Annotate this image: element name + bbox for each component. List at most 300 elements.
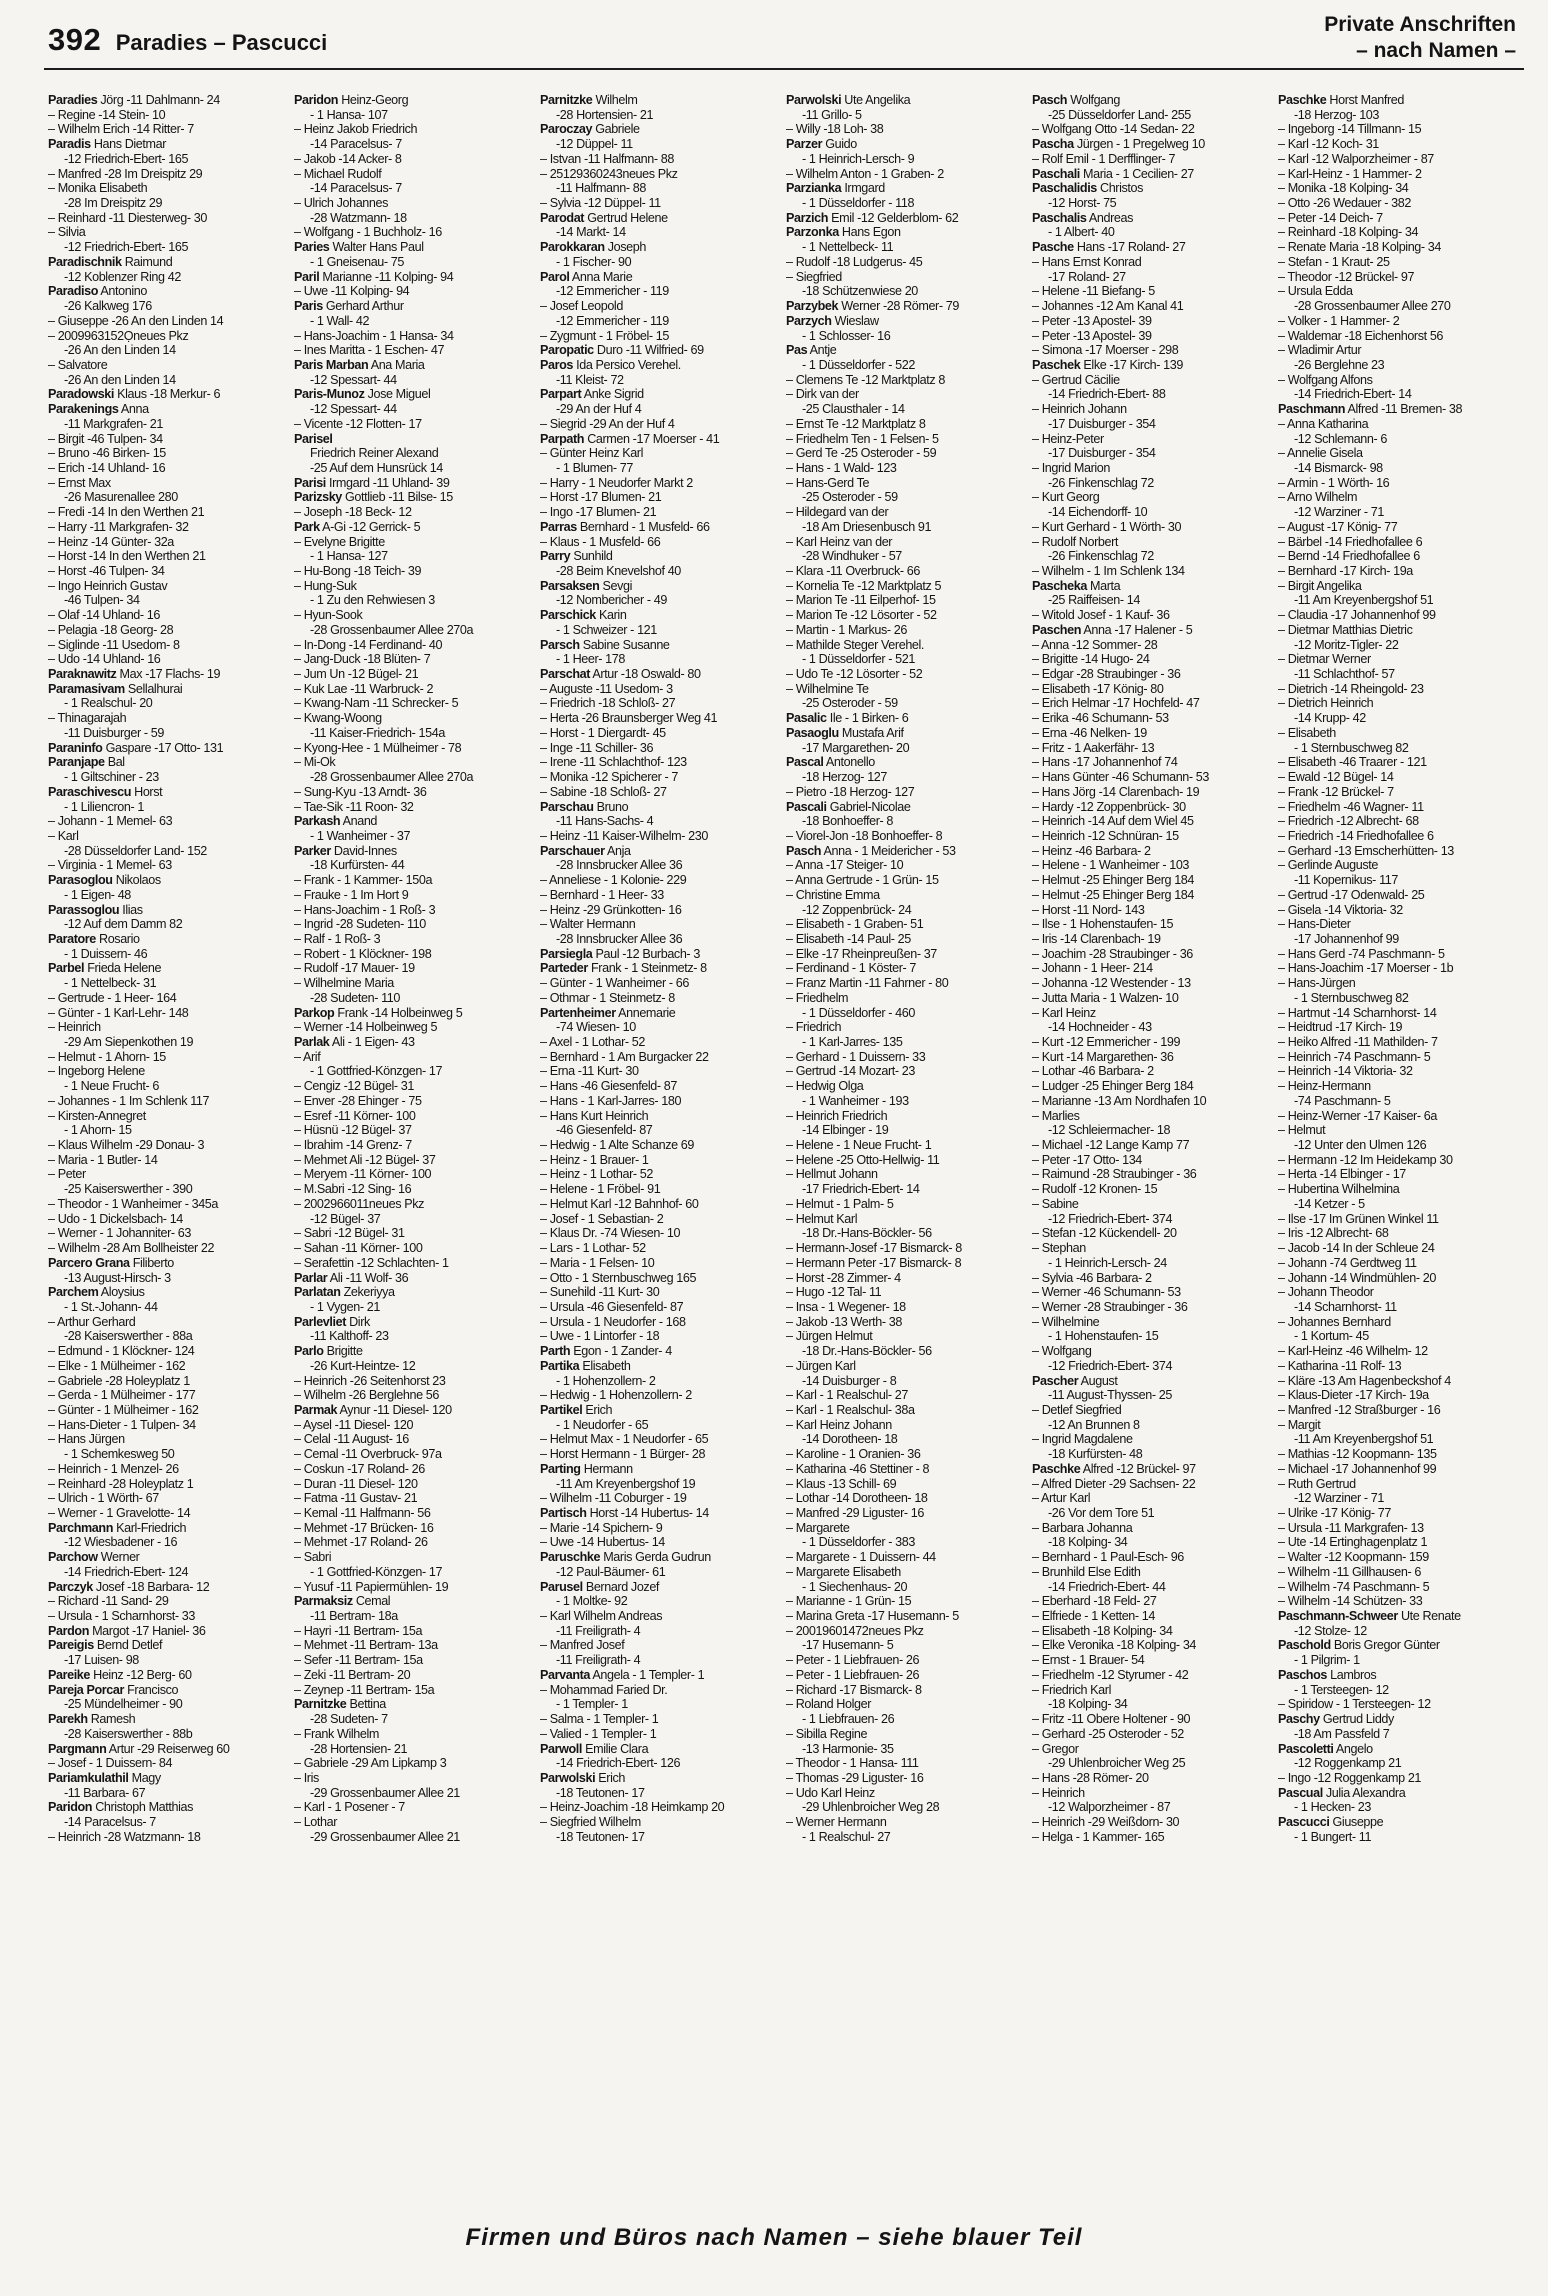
surname: Paris-Munoz bbox=[294, 387, 365, 402]
surname: Parnitzke bbox=[294, 1697, 347, 1712]
directory-entry-line: – Friedrich bbox=[786, 1020, 842, 1035]
directory-entry-line: – Kwang-Woong bbox=[294, 711, 382, 726]
surname: Parschauer bbox=[540, 843, 605, 858]
directory-entry-line: – Ute -14 Ertinghagenplatz 1 bbox=[1278, 1535, 1428, 1550]
directory-entry-line: -18 Bonhoeffer- 8 bbox=[802, 814, 893, 829]
directory-entry-line: Parmak Aynur -11 Diesel- 120 bbox=[294, 1402, 452, 1417]
directory-entry-line: -26 An den Linden 14 bbox=[64, 343, 176, 358]
directory-entry-line: – Kurt -12 Emmericher - 199 bbox=[1032, 1035, 1181, 1049]
surname: Parakenings bbox=[48, 402, 119, 417]
directory-entry-line: -18 Kolping- 34 bbox=[1048, 1535, 1128, 1550]
directory-entry-line: -11 Barbara- 67 bbox=[64, 1785, 146, 1800]
directory-entry-line: – Monika -18 Kolping- 34 bbox=[1278, 181, 1409, 196]
directory-entry-line: Paschalis Andreas bbox=[1032, 210, 1134, 225]
surname: Paraninfo bbox=[48, 740, 103, 755]
directory-entry-line: Parteder Frank - 1 Steinmetz- 8 bbox=[540, 961, 707, 976]
directory-entry-line: – Duran -11 Diesel- 120 bbox=[294, 1476, 418, 1491]
directory-entry-line: -11 Kalthoff- 23 bbox=[310, 1329, 389, 1344]
surname: Parusel bbox=[540, 1579, 583, 1594]
directory-entry-line: – Bruno -46 Birken- 15 bbox=[48, 446, 166, 461]
directory-entry-line: - 1 Liliencron- 1 bbox=[64, 799, 144, 814]
directory-entry-line: -25 Auf dem Hunsrück 14 bbox=[310, 460, 443, 475]
directory-entry-line: -12 Schleiermacher- 18 bbox=[1048, 1123, 1171, 1138]
directory-entry-line: – Erna -11 Kurt- 30 bbox=[540, 1064, 639, 1079]
directory-entry-line: – Willy -18 Loh- 38 bbox=[786, 122, 884, 137]
directory-entry-line: – Ewald -12 Bügel- 14 bbox=[1278, 770, 1394, 785]
directory-entry-line: – Ingrid Magdalene bbox=[1032, 1432, 1133, 1447]
directory-entry-line: – Karl-Heinz -46 Wilhelm- 12 bbox=[1278, 1344, 1428, 1359]
surname: Paridon bbox=[48, 1800, 93, 1815]
directory-entry-line: Parschauer Anja bbox=[540, 843, 631, 858]
directory-entry-line: -28 Kaiserswerther - 88b bbox=[64, 1726, 193, 1741]
directory-entry-line: – In-Dong -14 Ferdinand- 40 bbox=[294, 637, 443, 652]
directory-entry-line: -14 Eichendorff- 10 bbox=[1048, 505, 1148, 520]
directory-entry-line: – Hans - 1 Karl-Jarres- 180 bbox=[540, 1093, 682, 1108]
directory-entry-line: – Frauke - 1 Im Hort 9 bbox=[294, 887, 409, 902]
directory-entry-line: – Helene - 1 Wanheimer - 103 bbox=[1032, 858, 1190, 873]
directory-entry-line: – Wilhelmine bbox=[1032, 1314, 1100, 1329]
directory-entry-line: – Hardy -12 Zoppenbrück- 30 bbox=[1032, 799, 1186, 814]
surname: Parzych bbox=[786, 313, 832, 328]
directory-entry-line: – Elisabeth - 1 Graben- 51 bbox=[786, 917, 924, 932]
directory-entry-line: – Kurt -14 Margarethen- 36 bbox=[1032, 1049, 1174, 1064]
directory-entry-line: -26 An den Linden 14 bbox=[64, 372, 176, 387]
directory-entry-line: – Hans-Dieter bbox=[1278, 917, 1351, 932]
directory-entry-line: – Helmut Karl -12 Bahnhof- 60 bbox=[540, 1196, 699, 1211]
directory-entry-line: - 1 Moltke- 92 bbox=[556, 1594, 628, 1609]
directory-entry-line: Parkash Anand bbox=[294, 814, 378, 829]
directory-entry-line: -26 Berglehne 23 bbox=[1294, 357, 1385, 372]
directory-entry-line: – Rudolf Norbert bbox=[1032, 534, 1118, 549]
directory-entry-line: -17 Duisburger - 354 bbox=[1048, 416, 1156, 431]
directory-entry-line: Parol Anna Marie bbox=[540, 269, 633, 284]
directory-entry-line: – Hans -17 Johannenhof 74 bbox=[1032, 755, 1178, 770]
directory-entry-line: - 1 Vygen- 21 bbox=[310, 1299, 380, 1314]
directory-entry-line: -12 An Brunnen 8 bbox=[1048, 1417, 1140, 1432]
directory-entry-line: -25 Kaiserswerther - 390 bbox=[64, 1182, 193, 1197]
directory-entry-line: – Salvatore bbox=[48, 357, 108, 372]
directory-entry-line: – Helmut -25 Ehinger Berg 184 bbox=[1032, 887, 1195, 902]
directory-entry-line: – Herta -14 Elbinger - 17 bbox=[1278, 1167, 1406, 1182]
surname: Parvanta bbox=[540, 1667, 591, 1682]
directory-entry-line: – Gabriele -28 Holeyplatz 1 bbox=[48, 1373, 190, 1388]
directory-entry-line: Parsch Sabine Susanne bbox=[540, 637, 670, 652]
directory-entry-line: – Hayri -11 Bertram- 15a bbox=[294, 1623, 423, 1638]
directory-entry-line: Parnitzke Wilhelm bbox=[540, 93, 638, 107]
directory-entry-line: – Uwe -11 Kolping- 94 bbox=[294, 284, 410, 299]
surname: Pasalic bbox=[786, 711, 827, 726]
directory-entry-line: – Maria - 1 Felsen- 10 bbox=[540, 1255, 655, 1270]
directory-entry-line: – Marianne - 1 Grün- 15 bbox=[786, 1594, 912, 1609]
surname: Paros bbox=[540, 357, 574, 372]
surname: Pascali bbox=[786, 799, 827, 814]
directory-entry-line: -11 Freiligrath- 4 bbox=[556, 1623, 641, 1638]
directory-entry-line: – Olaf -14 Uhland- 16 bbox=[48, 608, 161, 623]
directory-entry-line: -11 Hans-Sachs- 4 bbox=[556, 814, 654, 829]
directory-entry-line: – Karl Wilhelm Andreas bbox=[540, 1609, 663, 1624]
directory-entry-line: – Helmut Max - 1 Neudorfer - 65 bbox=[540, 1432, 709, 1447]
directory-entry-line: Paris Marban Ana Maria bbox=[294, 357, 425, 372]
directory-entry-line: Paschos Lambros bbox=[1278, 1667, 1377, 1682]
directory-entry-line: -12 Koblenzer Ring 42 bbox=[64, 269, 181, 284]
directory-entry-line: – Helmut -25 Ehinger Berg 184 bbox=[1032, 873, 1195, 888]
directory-entry-line: – Alfred Dieter -29 Sachsen- 22 bbox=[1032, 1476, 1196, 1491]
directory-entry-line: -18 Kolping- 34 bbox=[1048, 1697, 1128, 1712]
directory-entry-line: Pascheka Marta bbox=[1032, 578, 1121, 593]
directory-entry-line: -12 Friedrich-Ebert- 165 bbox=[64, 151, 189, 166]
directory-entry-line: Parnitzke Bettina bbox=[294, 1697, 386, 1712]
directory-entry-line: – Sylvia -12 Düppel- 11 bbox=[540, 196, 661, 211]
directory-entry-line: – Thinagarajah bbox=[48, 711, 127, 726]
directory-entry-line: Park A-Gi -12 Gerrick- 5 bbox=[294, 519, 421, 534]
directory-entry-line: – Esref -11 Körner- 100 bbox=[294, 1108, 416, 1123]
directory-entry-line: – Karl -12 Walporzheimer - 87 bbox=[1278, 151, 1434, 166]
surname: Pargmann bbox=[48, 1741, 107, 1756]
directory-entry-line: – Günter Heinz Karl bbox=[540, 446, 643, 461]
surname: Paridon bbox=[294, 93, 339, 107]
page-number: 392 bbox=[48, 22, 102, 57]
directory-entry-line: – Marlies bbox=[1032, 1108, 1080, 1123]
surname: Partenheimer bbox=[540, 1005, 616, 1020]
directory-entry-line: -11 Schlachthof- 57 bbox=[1294, 667, 1395, 682]
directory-entry-line: – Brunhild Else Edith bbox=[1032, 1564, 1141, 1579]
directory-entry-line: - 1 Bungert- 11 bbox=[1294, 1829, 1372, 1844]
directory-entry-line: – Martin - 1 Markus- 26 bbox=[786, 622, 907, 637]
directory-entry-line: – Theodor - 1 Wanheimer - 345a bbox=[48, 1196, 219, 1211]
directory-entry-line: Parras Bernhard - 1 Musfeld- 66 bbox=[540, 519, 710, 534]
surname: Paradiso bbox=[48, 284, 98, 299]
directory-entry-line: -12 Düppel- 11 bbox=[556, 137, 633, 152]
directory-entry-line: Parizsky Gottlieb -11 Bilse- 15 bbox=[294, 490, 453, 505]
directory-entry-line: Parschick Karin bbox=[540, 608, 627, 623]
directory-entry-line: – Marina Greta -17 Husemann- 5 bbox=[786, 1609, 959, 1624]
directory-entry-line: – Manfred Josef bbox=[540, 1638, 625, 1653]
directory-entry-line: Pasalic Ile - 1 Birken- 6 bbox=[786, 711, 909, 726]
directory-entry-line: – Helmut - 1 Palm- 5 bbox=[786, 1196, 894, 1211]
directory-entry-line: – Monika -12 Spicherer - 7 bbox=[540, 770, 678, 785]
directory-entry-line: Paradiso Antonino bbox=[48, 284, 147, 299]
directory-entry-line: – Wilhelm -11 Gillhausen- 6 bbox=[1278, 1564, 1421, 1579]
surname: Paschek bbox=[1032, 357, 1081, 372]
surname: Paraknawitz bbox=[48, 667, 117, 682]
surname: Paradowski bbox=[48, 387, 114, 402]
directory-entry-line: – Uwe - 1 Lintorfer - 18 bbox=[540, 1329, 660, 1344]
directory-entry-line: Pascali Gabriel-Nicolae bbox=[786, 799, 911, 814]
directory-entry-line: – Hubertina Wilhelmina bbox=[1278, 1182, 1400, 1197]
directory-entry-line: – Reinhard -28 Holeyplatz 1 bbox=[48, 1476, 194, 1491]
directory-entry-line: – Siegrid -29 An der Huf 4 bbox=[540, 416, 675, 431]
directory-entry-line: Paraknawitz Max -17 Flachs- 19 bbox=[48, 667, 221, 682]
surname: Pascucci bbox=[1278, 1815, 1330, 1830]
directory-entry-line: – Friedhelm -46 Wagner- 11 bbox=[1278, 799, 1424, 814]
directory-entry-line: Parzych Wieslaw bbox=[786, 313, 879, 328]
directory-entry-line: – Rolf Emil - 1 Derfflinger- 7 bbox=[1032, 151, 1176, 166]
directory-entry-line: – Silvia bbox=[48, 225, 86, 240]
directory-entry-line: – Kläre -13 Am Hagenbeckshof 4 bbox=[1278, 1373, 1451, 1388]
directory-entry-line: Paraschivescu Horst bbox=[48, 784, 163, 799]
directory-entry-line: -14 Friedrich-Ebert- 88 bbox=[1048, 387, 1166, 402]
directory-entry-line: – Günter - 1 Karl-Lehr- 148 bbox=[48, 1005, 189, 1020]
directory-entry-line: – Ingrid Marion bbox=[1032, 460, 1110, 475]
directory-entry-line: – Mehmet -17 Brücken- 16 bbox=[294, 1520, 434, 1535]
directory-entry-line: - 1 Fischer- 90 bbox=[556, 254, 632, 269]
directory-entry-line: – Monika Elisabeth bbox=[48, 181, 148, 196]
surname: Parschau bbox=[540, 799, 594, 814]
directory-entry-line: -12 Unter den Ulmen 126 bbox=[1294, 1138, 1427, 1153]
directory-entry-line: -11 Freiligrath- 4 bbox=[556, 1653, 641, 1668]
directory-entry-line: – Ingo -17 Blumen- 21 bbox=[540, 505, 657, 520]
directory-entry-line: – Jacob -14 In der Schleue 24 bbox=[1278, 1241, 1435, 1256]
directory-entry-line: -18 Am Driesenbusch 91 bbox=[802, 519, 932, 534]
directory-entry-line: – Wilhelm -11 Coburger - 19 bbox=[540, 1491, 687, 1506]
directory-entry-line: -12 Friedrich-Ebert- 374 bbox=[1048, 1211, 1173, 1226]
directory-entry-line: -14 Krupp- 42 bbox=[1294, 711, 1366, 726]
surname: Pascal bbox=[786, 755, 824, 770]
directory-entry-line: – Hans-Dieter - 1 Tulpen- 34 bbox=[48, 1417, 196, 1432]
directory-entry-line: -28 Innsbrucker Allee 36 bbox=[556, 858, 683, 873]
directory-entry-line: – Jürgen Karl bbox=[786, 1358, 856, 1373]
directory-entry-line: -17 Roland- 27 bbox=[1048, 269, 1126, 284]
directory-entry-line: Pascual Julia Alexandra bbox=[1278, 1785, 1406, 1800]
column-2 bbox=[294, 93, 540, 2213]
directory-entry-line: -12 Friedrich-Ebert- 374 bbox=[1048, 1358, 1173, 1373]
directory-entry-line: – Ferdinand - 1 Köster- 7 bbox=[786, 961, 917, 976]
directory-entry-line: - 1 Sternbuschweg 82 bbox=[1294, 740, 1409, 755]
directory-entry-line: - 1 Pilgrim- 1 bbox=[1294, 1653, 1360, 1668]
directory-entry-line: – Margit bbox=[1278, 1417, 1321, 1432]
directory-entry-line: – Helmut - 1 Ahorn- 15 bbox=[48, 1049, 166, 1064]
directory-entry-line: Partisch Horst -14 Hubertus- 14 bbox=[540, 1506, 709, 1520]
directory-entry-line: -12 Stolze- 12 bbox=[1294, 1623, 1367, 1638]
directory-entry-line: -14 Friedrich-Ebert- 14 bbox=[1294, 387, 1412, 402]
directory-entry-line: Pasche Hans -17 Roland- 27 bbox=[1032, 240, 1186, 255]
directory-entry-line: – Pietro -18 Herzog- 127 bbox=[786, 784, 915, 799]
directory-entry-line: – Edmund - 1 Klöckner- 124 bbox=[48, 1344, 195, 1359]
directory-entry-line: – Coskun -17 Roland- 26 bbox=[294, 1461, 425, 1476]
directory-entry-line: -11 Markgrafen- 21 bbox=[64, 416, 163, 431]
directory-entry-line: Paschali Maria - 1 Cecilien- 27 bbox=[1032, 166, 1194, 181]
surname: Partisch bbox=[540, 1506, 587, 1520]
directory-entry-line: – Ludger -25 Ehinger Berg 184 bbox=[1032, 1079, 1194, 1094]
directory-entry-line: – Wilhelm Erich -14 Ritter- 7 bbox=[48, 122, 194, 137]
directory-entry-line: – Hans Gerd -74 Paschmann- 5 bbox=[1278, 946, 1445, 961]
directory-entry-line: – Walter Hermann bbox=[540, 917, 636, 932]
directory-entry-line: – Josef - 1 Sebastian- 2 bbox=[540, 1211, 664, 1226]
directory-entry-line: - 1 Schweizer - 121 bbox=[556, 622, 657, 637]
directory-entry-line: Parzer Guido bbox=[786, 137, 857, 152]
directory-entry-line: – Wladimir Artur bbox=[1278, 343, 1362, 358]
directory-entry-line: - 1 Heinrich-Lersch- 24 bbox=[1048, 1255, 1167, 1270]
directory-entry-line: Paschen Anna -17 Halener - 5 bbox=[1032, 622, 1193, 637]
directory-entry-line: Paratore Rosario bbox=[48, 931, 140, 946]
surname: Parschick bbox=[540, 608, 596, 623]
directory-entry-line: – Horst -46 Tulpen- 34 bbox=[48, 564, 165, 578]
surname: Pascoletti bbox=[1278, 1741, 1334, 1756]
surname: Parchmann bbox=[48, 1520, 113, 1535]
directory-entry-line: – Hans-Joachim - 1 Roß- 3 bbox=[294, 902, 436, 917]
directory-entry-line: - 1 Gottfried-Könzgen- 17 bbox=[310, 1564, 443, 1579]
directory-entry-line: – Helene - 1 Neue Frucht- 1 bbox=[786, 1138, 932, 1153]
directory-entry-line: – Heinrich -29 Weißdorn- 30 bbox=[1032, 1815, 1180, 1830]
directory-entry-line: – Tae-Sik -11 Roon- 32 bbox=[294, 799, 414, 814]
directory-entry-line: – Mathias -12 Koopmann- 135 bbox=[1278, 1447, 1437, 1462]
directory-entry-line: – Gertrud -14 Mozart- 23 bbox=[786, 1064, 915, 1079]
directory-entry-line: – Elke -17 Rheinpreußen- 37 bbox=[786, 946, 937, 961]
directory-entry-line: Parry Sunhild bbox=[540, 549, 613, 564]
directory-entry-line: -12 Emmericher - 119 bbox=[556, 284, 669, 299]
directory-entry-line: – Johann - 1 Memel- 63 bbox=[48, 814, 173, 829]
directory-entry-line: – Mathilde Steger Verehel. bbox=[786, 637, 925, 652]
directory-entry-line: – 2009963152Ọneues Pkz bbox=[48, 328, 189, 343]
directory-entry-line: -12 Moritz-Tigler- 22 bbox=[1294, 637, 1399, 652]
directory-entry-line: – Richard -11 Sand- 29 bbox=[48, 1594, 169, 1609]
directory-entry-line: – Hermann -12 Im Heidekamp 30 bbox=[1278, 1152, 1453, 1167]
surname: Paries bbox=[294, 240, 330, 255]
directory-entry-line: Parlak Ali - 1 Eigen- 43 bbox=[294, 1035, 415, 1049]
directory-entry-line: -18 Kurfürsten- 44 bbox=[310, 858, 405, 873]
directory-entry-line: – Heinrich -74 Paschmann- 5 bbox=[1278, 1049, 1431, 1064]
directory-entry-line: – Johann - 1 Heer- 214 bbox=[1032, 961, 1153, 976]
directory-entry-line: – Enver -28 Ehinger - 75 bbox=[294, 1093, 422, 1108]
directory-entry-line: – Klaus - 1 Musfeld- 66 bbox=[540, 534, 661, 549]
surname: Pasch bbox=[1032, 93, 1068, 107]
directory-entry-line: -29 Uhlenbroicher Weg 25 bbox=[1048, 1756, 1186, 1771]
directory-entry-line: – Aysel -11 Diesel- 120 bbox=[294, 1417, 414, 1432]
directory-entry-line: -14 Paracelsus- 7 bbox=[310, 137, 402, 152]
directory-entry-line: – Elisabeth -17 König- 80 bbox=[1032, 681, 1164, 696]
directory-entry-line: – Stephan bbox=[1032, 1241, 1086, 1256]
directory-entry-line: – Elke - 1 Mülheimer - 162 bbox=[48, 1358, 186, 1373]
surname: Paradis bbox=[48, 137, 91, 152]
directory-entry-line: – Otto - 1 Sternbuschweg 165 bbox=[540, 1270, 697, 1285]
directory-entry-line: Paropatic Duro -11 Wilfried- 69 bbox=[540, 343, 704, 358]
directory-entry-line: – Kornelia Te -12 Marktplatz 5 bbox=[786, 578, 942, 593]
directory-entry-line: – Lars - 1 Lothar- 52 bbox=[540, 1241, 646, 1256]
directory-entry-line: – Mehmet Ali -12 Bügel- 37 bbox=[294, 1152, 436, 1167]
directory-entry-line: – Franz Martin -11 Fahrner - 80 bbox=[786, 976, 949, 991]
directory-entry-line: Parth Egon - 1 Zander- 4 bbox=[540, 1344, 672, 1359]
surname: Parizsky bbox=[294, 490, 342, 505]
directory-entry-line: -14 Dorotheen- 18 bbox=[802, 1432, 898, 1447]
directory-entry-line: -17 Duisburger - 354 bbox=[1048, 446, 1156, 461]
directory-entry-line: – Elke Veronika -18 Kolping- 34 bbox=[1032, 1638, 1197, 1653]
directory-entry-line: – Siglinde -11 Usedom- 8 bbox=[48, 637, 180, 652]
surname: Parczyk bbox=[48, 1579, 93, 1594]
directory-entry-line: – Heinrich -12 Schnüran- 15 bbox=[1032, 828, 1179, 843]
directory-entry-line: -26 Kalkweg 176 bbox=[64, 299, 152, 314]
directory-entry-line: – Jakob -14 Acker- 8 bbox=[294, 151, 402, 166]
surname: Paril bbox=[294, 269, 320, 284]
directory-entry-line: -12 Roggenkamp 21 bbox=[1294, 1756, 1402, 1771]
directory-entry-line: -14 Scharnhorst- 11 bbox=[1294, 1299, 1397, 1314]
directory-entry-line: – Jum Un -12 Bügel- 21 bbox=[294, 667, 419, 682]
directory-entry-line: – Wilhelm -14 Schützen- 33 bbox=[1278, 1594, 1423, 1609]
directory-entry-line: – Hans -28 Römer- 20 bbox=[1032, 1770, 1149, 1785]
directory-entry-line: Parlar Ali -11 Wolf- 36 bbox=[294, 1270, 409, 1285]
directory-entry-line: – Cengiz -12 Bügel- 31 bbox=[294, 1079, 415, 1094]
directory-entry-line: – Annelie Gisela bbox=[1278, 446, 1363, 461]
directory-entry-line: – Heinz-Joachim -18 Heimkamp 20 bbox=[540, 1800, 725, 1815]
surname: Parry bbox=[540, 549, 571, 564]
surname: Parth bbox=[540, 1344, 571, 1359]
directory-entry-line: – Bernhard - 1 Paul-Esch- 96 bbox=[1032, 1550, 1184, 1565]
directory-entry-line: – Anna Gertrude - 1 Grün- 15 bbox=[786, 873, 939, 888]
directory-entry-line: -29 Grossenbaumer Allee 21 bbox=[310, 1785, 460, 1800]
directory-entry-line: Paridon Heinz-Georg bbox=[294, 93, 409, 107]
directory-entry-line: Paranjape Bal bbox=[48, 755, 125, 770]
directory-entry-line: – Dietrich -14 Rheingold- 23 bbox=[1278, 681, 1424, 696]
directory-entry-line: – Klaus -13 Schill- 69 bbox=[786, 1476, 897, 1491]
directory-entry-line: -26 Vor dem Tore 51 bbox=[1048, 1506, 1155, 1520]
directory-entry-line: – Zeynep -11 Bertram- 15a bbox=[294, 1682, 435, 1697]
surname: Parzybek bbox=[786, 299, 839, 314]
directory-entry-line: -28 Windhuker - 57 bbox=[802, 549, 902, 564]
directory-entry-line: – Heinz - 1 Brauer- 1 bbox=[540, 1152, 649, 1167]
directory-entry-line: – Jakob -13 Werth- 38 bbox=[786, 1314, 902, 1329]
directory-entry-line: – Walter -12 Koopmann- 159 bbox=[1278, 1550, 1429, 1565]
directory-entry-line: – Hans-Joachim -17 Moerser - 1b bbox=[1278, 961, 1454, 976]
directory-entry-line: -14 Hochneider - 43 bbox=[1048, 1020, 1152, 1035]
directory-entry-line: -12 Warziner - 71 bbox=[1294, 1491, 1385, 1506]
directory-entry-line: – Rudolf -12 Kronen- 15 bbox=[1032, 1182, 1158, 1197]
directory-entry-line: – Arif bbox=[294, 1049, 321, 1064]
surname: Parchem bbox=[48, 1285, 99, 1300]
directory-entry-line: – Johann Theodor bbox=[1278, 1285, 1374, 1300]
surname: Parmak bbox=[294, 1402, 338, 1417]
directory-entry-line: – Zygmunt - 1 Fröbel- 15 bbox=[540, 328, 669, 343]
directory-entry-line: - 1 Nettelbeck- 31 bbox=[64, 976, 157, 991]
directory-entry-line: – Johann -74 Gerdtweg 11 bbox=[1278, 1255, 1417, 1270]
directory-entry-line: – Hans Jörg -14 Clarenbach- 19 bbox=[1032, 784, 1200, 799]
directory-entry-line: -18 Am Passfeld 7 bbox=[1294, 1726, 1390, 1741]
directory-entry-line: – Werner -14 Holbeinweg 5 bbox=[294, 1020, 438, 1035]
directory-entry-line: - 1 Eigen- 48 bbox=[64, 887, 131, 902]
directory-entry-line: – Raimund -28 Straubinger - 36 bbox=[1032, 1167, 1197, 1182]
directory-entry-line: – Frank -12 Brückel- 7 bbox=[1278, 784, 1394, 799]
directory-entry-line: -29 Am Siepenkothen 19 bbox=[64, 1035, 194, 1049]
directory-entry-line: – Meryem -11 Körner- 100 bbox=[294, 1167, 432, 1182]
directory-entry-line: – Friedrich -18 Schloß- 27 bbox=[540, 696, 676, 711]
directory-entry-line: -12 Bügel- 37 bbox=[310, 1211, 381, 1226]
directory-entry-line: – Udo Te -12 Lösorter - 52 bbox=[786, 667, 923, 682]
directory-entry-line: Parcero Grana Filiberto bbox=[48, 1255, 174, 1270]
directory-entry-line: -25 Clausthaler - 14 bbox=[802, 402, 905, 417]
directory-entry-line: – Wolfgang - 1 Buchholz- 16 bbox=[294, 225, 442, 240]
directory-entry-line: – Ines Maritta - 1 Eschen- 47 bbox=[294, 343, 445, 358]
surname: Pascual bbox=[1278, 1785, 1323, 1800]
directory-entry-line: – Friedhelm Ten - 1 Felsen- 5 bbox=[786, 431, 939, 446]
directory-entry-line: – Mohammad Faried Dr. bbox=[540, 1682, 668, 1697]
directory-entry-line: – Helmut bbox=[1278, 1123, 1326, 1138]
directory-entry-line: – Hedwig Olga bbox=[786, 1079, 864, 1094]
surname: Parisi bbox=[294, 475, 326, 490]
directory-entry-line: – Sabine bbox=[1032, 1196, 1079, 1211]
section-title bbox=[1324, 12, 1516, 64]
directory-entry-line: – Dirk van der bbox=[786, 387, 859, 402]
surname: Parol bbox=[540, 269, 570, 284]
surname: Parpart bbox=[540, 387, 582, 402]
directory-entry-line: -18 Herzog- 127 bbox=[802, 770, 888, 785]
directory-entry-line: -25 Raiffeisen- 14 bbox=[1048, 593, 1140, 608]
directory-entry-line: – Hedwig - 1 Alte Schanze 69 bbox=[540, 1138, 695, 1153]
directory-entry-line: -25 Mündelheimer - 90 bbox=[64, 1697, 183, 1712]
directory-entry-line: – Jutta Maria - 1 Walzen- 10 bbox=[1032, 990, 1179, 1005]
directory-entry-line: Paris-Munoz Jose Miguel bbox=[294, 387, 431, 402]
directory-entry-line: Paros Ida Persico Verehel. bbox=[540, 357, 681, 372]
directory-entry-line: – Peter bbox=[48, 1167, 86, 1182]
surname: Parbel bbox=[48, 961, 85, 976]
directory-entry-line: – Marion Te -12 Lösorter - 52 bbox=[786, 608, 937, 623]
